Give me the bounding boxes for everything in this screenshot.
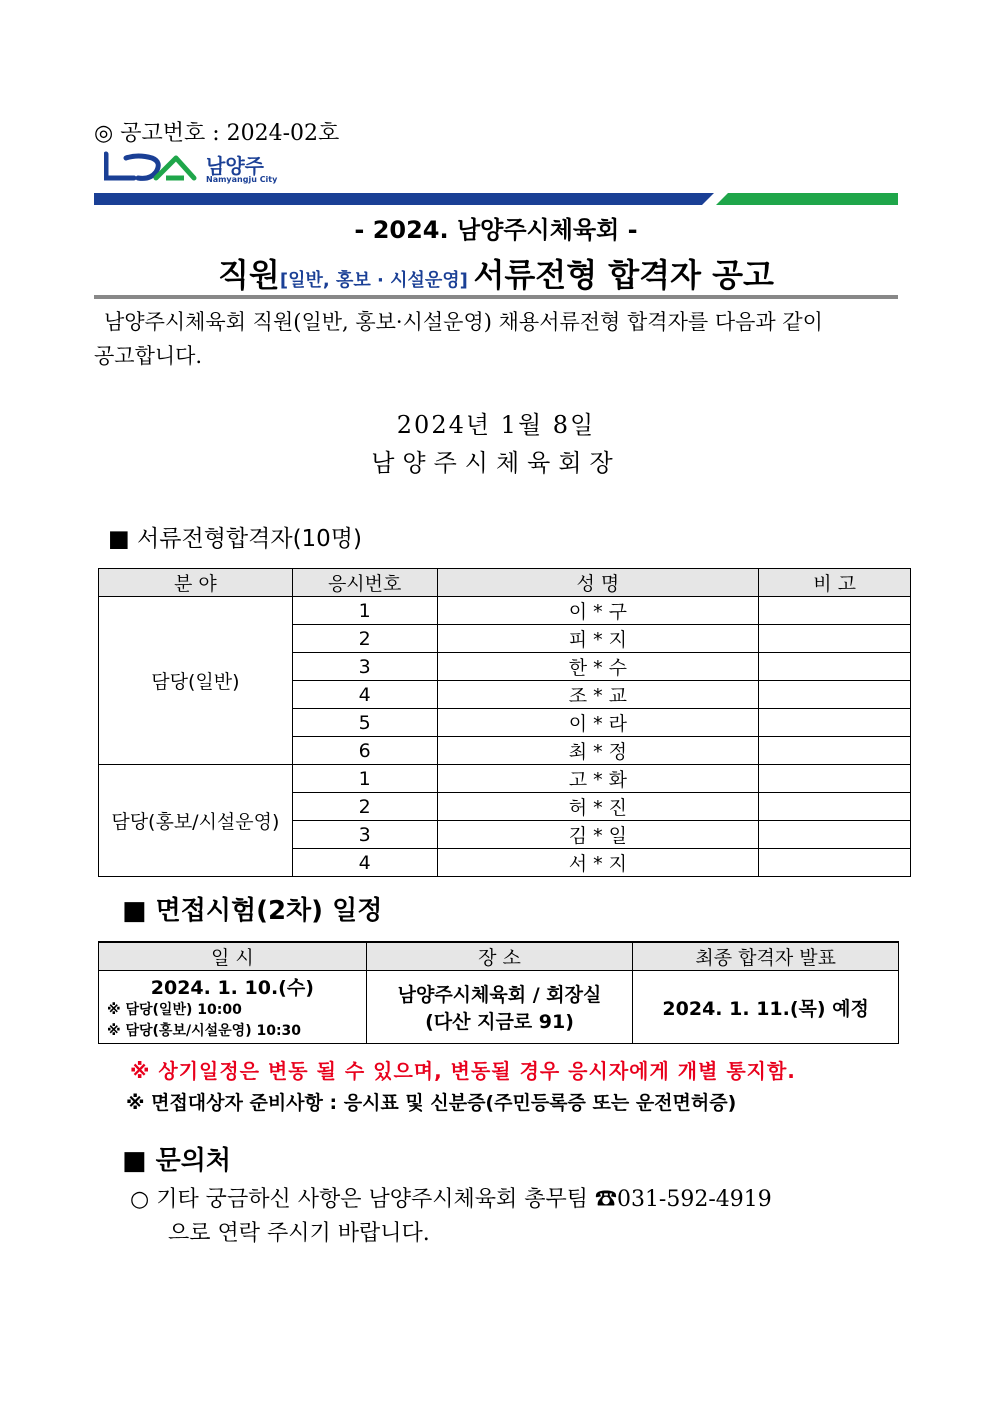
number-cell: 4 xyxy=(292,681,437,709)
table-header-row xyxy=(99,942,899,971)
field-cell: 담당(홍보/시설운영) xyxy=(99,765,293,877)
remarks-cell xyxy=(759,821,911,849)
field-cell: 담당(일반) xyxy=(99,597,293,765)
remarks-cell xyxy=(759,765,911,793)
header-color-bar xyxy=(94,193,898,205)
contact-line-1: ○ 기타 궁금하신 사항은 남양주시체육회 총무팀 ☎031-592-4919 xyxy=(130,1187,772,1212)
name-cell: 이 * 구 xyxy=(437,597,759,625)
schedule-place-cell xyxy=(366,971,633,1044)
signer: 남양주시체육회장 xyxy=(371,449,621,477)
organization-title: - 2024. 남양주시체육회 - xyxy=(354,216,638,244)
table-row xyxy=(99,971,899,1044)
title-part-1: 직원 xyxy=(218,256,280,294)
name-cell: 피 * 지 xyxy=(437,625,759,653)
interview-date: 2024. 1. 10.(수) xyxy=(150,976,314,999)
interview-time-general: ※ 담당(일반) 10:00 xyxy=(107,1001,242,1018)
remarks-cell xyxy=(759,709,911,737)
title-part-3: 서류전형 합격자 공고 xyxy=(473,256,774,294)
place-line-2: (다산 지금로 91) xyxy=(425,1011,574,1033)
interview-schedule-table xyxy=(98,941,899,1044)
header-field: 분 야 xyxy=(99,569,293,597)
title-part-2: [일반, 홍보 · 시설운영] xyxy=(279,270,468,291)
schedule-datetime-cell xyxy=(99,971,367,1044)
contact-info xyxy=(130,1183,900,1251)
place-line-1: 남양주시체육회 / 회장실 xyxy=(397,984,602,1006)
name-cell: 한 * 수 xyxy=(437,653,759,681)
remarks-cell xyxy=(759,737,911,765)
final-announcement-cell: 2024. 1. 11.(목) 예정 xyxy=(633,971,899,1044)
title-divider xyxy=(94,295,898,299)
intro-line-2: 공고합니다. xyxy=(94,344,203,368)
contact-line-2: 으로 연락 주시기 바랍니다. xyxy=(168,1221,430,1246)
header-number: 응시번호 xyxy=(292,569,437,597)
name-cell: 조 * 교 xyxy=(437,681,759,709)
number-cell: 6 xyxy=(292,737,437,765)
number-cell: 3 xyxy=(292,653,437,681)
notice-number: ◎ 공고번호 : 2024-02호 xyxy=(94,121,340,146)
number-cell: 1 xyxy=(292,597,437,625)
schedule-change-notice: ※ 상기일정은 변동 될 수 있으며, 변동될 경우 응시자에게 개별 통지함. xyxy=(130,1059,796,1083)
number-cell: 5 xyxy=(292,709,437,737)
remarks-cell xyxy=(759,849,911,877)
name-cell: 이 * 라 xyxy=(437,709,759,737)
intro-paragraph xyxy=(94,305,898,373)
name-cell: 고 * 화 xyxy=(437,765,759,793)
header-remarks: 비 고 xyxy=(759,569,911,597)
remarks-cell xyxy=(759,793,911,821)
name-cell: 서 * 지 xyxy=(437,849,759,877)
header-name: 성 명 xyxy=(437,569,759,597)
remarks-cell xyxy=(759,625,911,653)
section-interview-title: ■ 면접시험(2차) 일정 xyxy=(122,896,383,926)
preparation-notice: ※ 면접대상자 준비사항 : 응시표 및 신분증(주민등록증 또는 운전면허증) xyxy=(126,1092,737,1114)
section-contact-title: ■ 문의처 xyxy=(122,1146,231,1176)
page-title xyxy=(94,250,898,296)
header-place: 장 소 xyxy=(366,942,633,971)
number-cell: 4 xyxy=(292,849,437,877)
header-announcement: 최종 합격자 발표 xyxy=(633,942,899,971)
table-header-row xyxy=(99,569,911,597)
name-cell: 김 * 일 xyxy=(437,821,759,849)
section-document-passers-title: ■ 서류전형합격자(10명) xyxy=(108,526,362,552)
table-row xyxy=(99,765,911,793)
number-cell: 2 xyxy=(292,625,437,653)
table-row xyxy=(99,597,911,625)
logo-text: 남양주 xyxy=(206,154,264,178)
passers-table xyxy=(98,568,911,877)
name-cell: 허 * 진 xyxy=(437,793,759,821)
number-cell: 2 xyxy=(292,793,437,821)
remarks-cell xyxy=(759,681,911,709)
intro-line-1: 남양주시체육회 직원(일반, 홍보·시설운영) 채용서류전형 합격자를 다음과 같이 xyxy=(104,310,823,334)
number-cell: 1 xyxy=(292,765,437,793)
remarks-cell xyxy=(759,597,911,625)
interview-time-pr: ※ 담당(홍보/시설운영) 10:30 xyxy=(107,1022,302,1039)
number-cell: 3 xyxy=(292,821,437,849)
name-cell: 최 * 정 xyxy=(437,737,759,765)
remarks-cell xyxy=(759,653,911,681)
notice-date: 2024년 1월 8일 xyxy=(396,411,596,439)
logo-subtext: Namyangju City xyxy=(206,175,278,184)
header-datetime: 일 시 xyxy=(99,942,367,971)
